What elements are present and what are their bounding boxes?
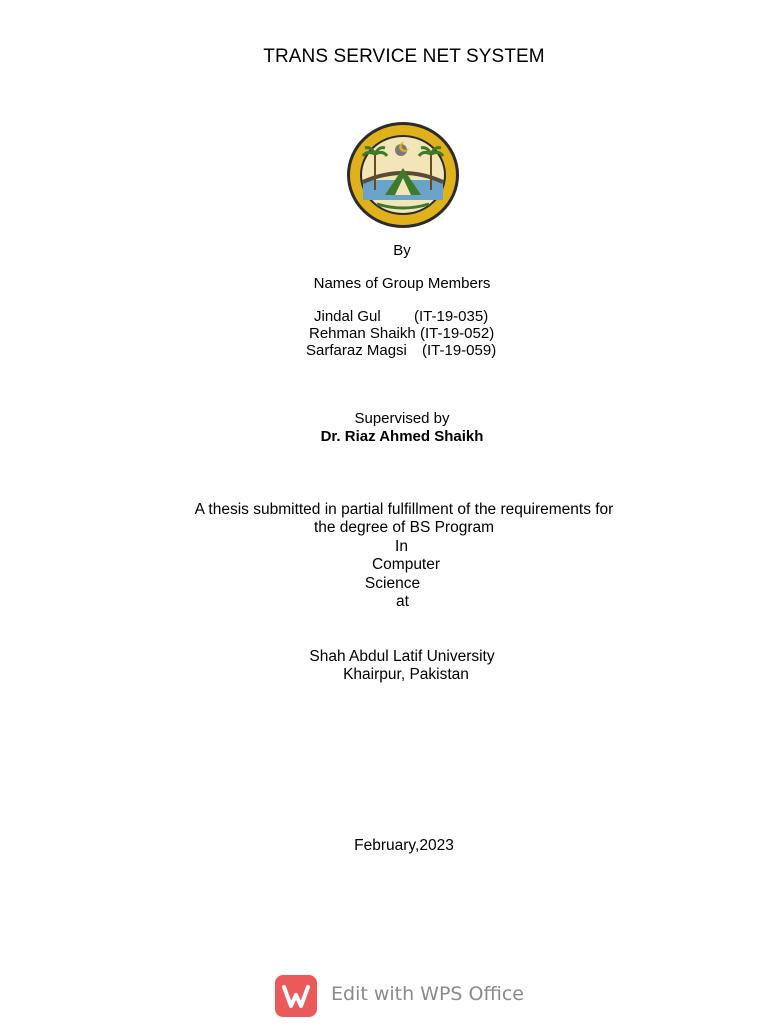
wps-edit-link[interactable]: Edit with WPS Office [331, 983, 524, 1005]
thesis-line: at [396, 593, 409, 611]
member-id: (IT-19-035) [414, 308, 489, 325]
university-seal-icon [345, 120, 461, 230]
submission-date: February,2023 [354, 837, 454, 854]
member-name: Rehman Shaikh [309, 325, 416, 342]
document-title: TRANS SERVICE NET SYSTEM [263, 46, 545, 67]
member-id: (IT-19-052) [420, 325, 495, 342]
thesis-line: Computer [371, 556, 441, 574]
wps-watermark[interactable] [275, 975, 525, 1017]
thesis-line: the degree of BS Program [313, 519, 495, 537]
thesis-line: Science [364, 574, 421, 592]
by-label: By [393, 242, 411, 259]
supervisor-name: Dr. Riaz Ahmed Shaikh [320, 428, 484, 445]
thesis-line: In [395, 537, 408, 555]
members-heading: Names of Group Members [313, 275, 491, 292]
member-name: Jindal Gul [314, 308, 381, 325]
university-name: Shah Abdul Latif University [309, 648, 495, 665]
member-id: (IT-19-059) [422, 342, 497, 359]
thesis-statement [120, 501, 688, 611]
member-name: Sarfaraz Magsi [306, 342, 407, 359]
university-location: Khairpur, Pakistan [343, 666, 469, 683]
wps-logo-icon [275, 975, 317, 1017]
supervised-by-label: Supervised by [354, 410, 450, 427]
thesis-line: A thesis submitted in partial fulfillment of the requirements for [194, 501, 614, 518]
